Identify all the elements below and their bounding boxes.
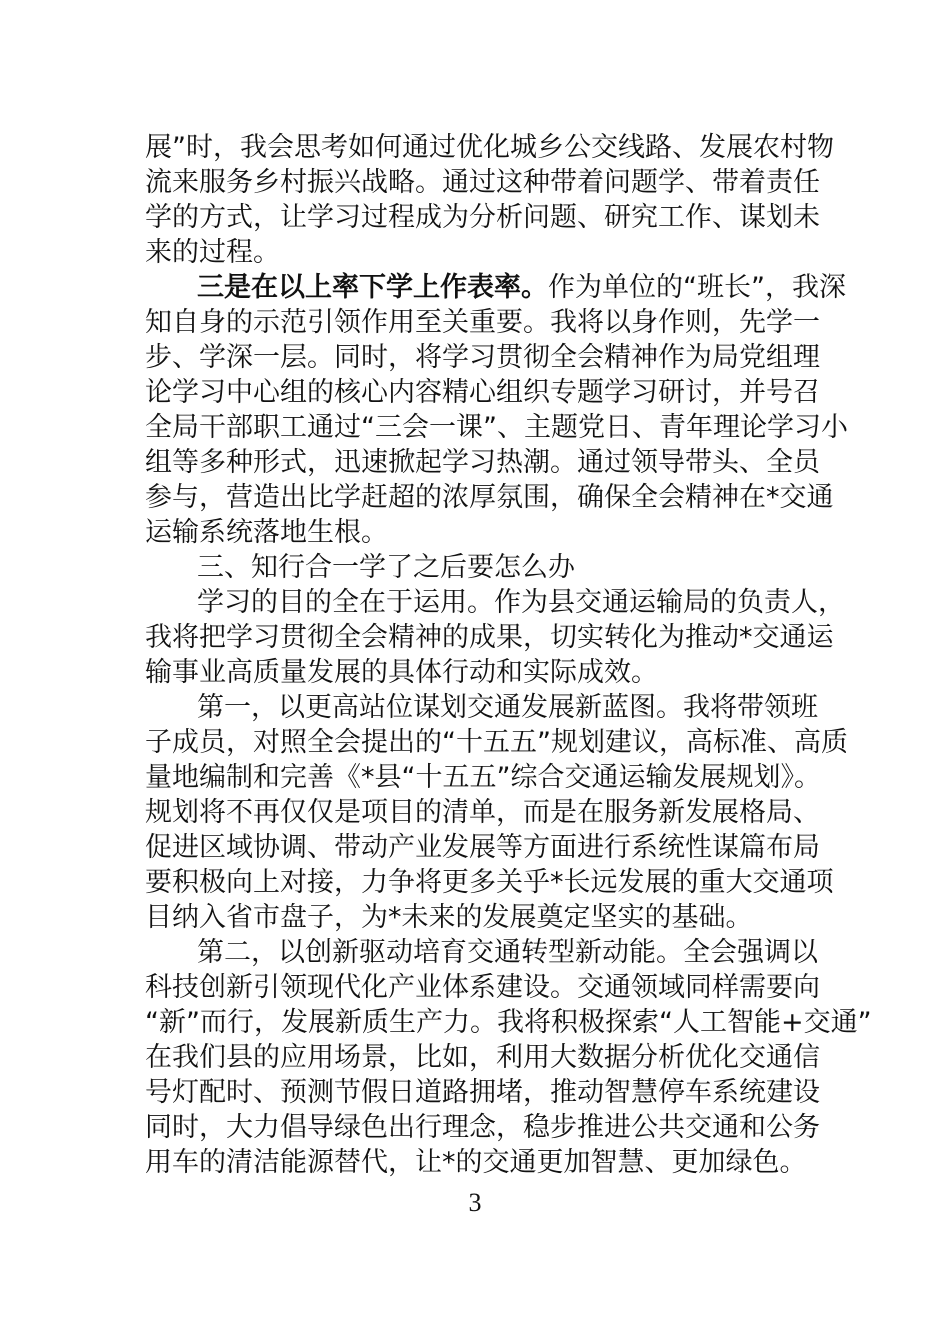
text-line (145, 480, 834, 515)
text-line (145, 445, 820, 480)
text-line (145, 900, 817, 935)
text-line (145, 305, 820, 340)
line-text: 流来服务乡村振兴战略。通过这种带着问题学、带着责任 (145, 167, 820, 198)
text-line (145, 970, 820, 1005)
line-text: 同时，大力倡导绿色出行理念，稳步推进公共交通和公务 (145, 1112, 820, 1143)
document-body (145, 130, 872, 1180)
bold-lead-sentence: 三是在以上率下学上作表率。 (197, 272, 548, 303)
text-line (145, 935, 817, 970)
line-text: 第一，以更高站位谋划交通发展新蓝图。我将带领班 (197, 692, 818, 723)
paragraph (145, 690, 848, 935)
text-line (145, 270, 846, 305)
line-text: 子成员，对照全会提出的“十五五”规划建议，高标准、高质 (145, 727, 848, 758)
line-text: “新”而行，发展新质生产力。我将积极探索“人工智能+交通” (145, 1007, 872, 1038)
line-text: 全局干部职工通过“三会一课”、主题党日、青年理论学习小 (145, 412, 848, 443)
text-line (145, 795, 820, 830)
line-text: 促进区域协调、带动产业发展等方面进行系统性谋篇布局 (145, 832, 820, 863)
line-text: 目纳入省市盘子，为*未来的发展奠定坚实的基础。 (145, 902, 753, 933)
line-text: 号灯配时、预测节假日道路拥堵，推动智慧停车系统建设 (145, 1077, 820, 1108)
paragraph (145, 130, 834, 270)
text-line (145, 1075, 820, 1110)
line-text: 组等多种形式，迅速掀起学习热潮。通过领导带头、全员 (145, 447, 820, 478)
text-line (145, 410, 848, 445)
text-line (145, 165, 820, 200)
text-line (145, 620, 834, 655)
text-line (145, 375, 820, 410)
line-text: 输事业高质量发展的具体行动和实际成效。 (145, 657, 658, 688)
line-text: 学的方式，让学习过程成为分析问题、研究工作、谋划未 (145, 202, 820, 233)
line-text: 规划将不再仅仅是项目的清单，而是在服务新发展格局、 (145, 797, 820, 828)
line-text: 步、学深一层。同时，将学习贯彻全会精神作为局党组理 (145, 342, 820, 373)
paragraph (145, 585, 845, 690)
section-heading (145, 550, 817, 585)
line-text: 论学习中心组的核心内容精心组织专题学习研讨，并号召 (145, 377, 820, 408)
line-text: 三、知行合一学了之后要怎么办 (197, 552, 575, 583)
text-line (145, 200, 820, 235)
text-line (145, 760, 821, 795)
line-text: 参与，营造出比学赶超的浓厚氛围，确保全会精神在*交通 (145, 482, 834, 513)
line-text: 作为单位的“班长”，我深 (548, 272, 846, 303)
line-text: 展”时，我会思考如何通过优化城乡公交线路、发展农村物 (145, 132, 834, 163)
text-line (145, 1005, 872, 1040)
text-line (145, 865, 834, 900)
text-line (145, 585, 845, 620)
text-line (145, 1110, 820, 1145)
text-line (145, 690, 817, 725)
text-line (145, 1145, 817, 1180)
text-line (145, 1040, 820, 1075)
line-text: 第二，以创新驱动培育交通转型新动能。全会强调以 (197, 937, 818, 968)
line-text: 来的过程。 (145, 237, 280, 268)
text-line (145, 550, 817, 585)
paragraph (145, 935, 872, 1180)
text-line (145, 830, 820, 865)
text-line (145, 340, 820, 375)
text-line (145, 725, 848, 760)
line-text: 在我们县的应用场景，比如，利用大数据分析优化交通信 (145, 1042, 820, 1073)
paragraph (145, 270, 848, 550)
line-text: 知自身的示范引领作用至关重要。我将以身作则，先学一 (145, 307, 820, 338)
line-text: 我将把学习贯彻全会精神的成果，切实转化为推动*交通运 (145, 622, 834, 653)
text-line (145, 515, 817, 550)
text-line (145, 130, 834, 165)
line-text: 量地编制和完善《*县“十五五”综合交通运输发展规划》。 (145, 762, 821, 793)
line-text: 用车的清洁能源替代，让*的交通更加智慧、更加绿色。 (145, 1147, 807, 1178)
page-number: 3 (468, 1188, 482, 1217)
line-text: 要积极向上对接，力争将更多关乎*长远发展的重大交通项 (145, 867, 834, 898)
line-text: 学习的目的全在于运用。作为县交通运输局的负责人， (197, 587, 845, 618)
text-line (145, 235, 817, 270)
text-line (145, 655, 817, 690)
line-text: 科技创新引领现代化产业体系建设。交通领域同样需要向 (145, 972, 820, 1003)
line-text: 运输系统落地生根。 (145, 517, 388, 548)
